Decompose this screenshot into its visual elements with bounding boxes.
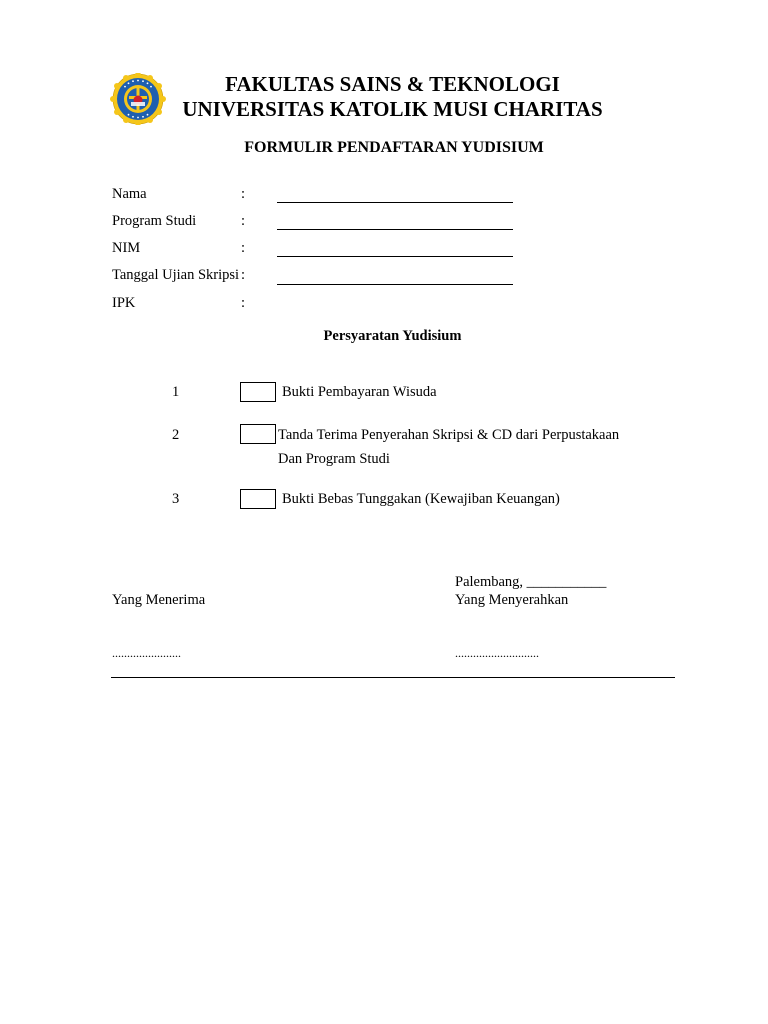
field-colon: :	[241, 267, 246, 283]
tanggal-ujian-input-line[interactable]	[277, 284, 513, 285]
submitter-label: Yang Menyerahkan	[455, 592, 569, 608]
requirement-text-2-line2: Dan Program Studi	[278, 451, 390, 467]
requirement-text-1: Bukti Pembayaran Wisuda	[282, 384, 437, 400]
university-seal-icon	[110, 73, 166, 125]
field-colon: :	[241, 240, 246, 256]
nim-input-line[interactable]	[277, 256, 513, 257]
submitter-signature-dots: ............................	[455, 646, 539, 660]
field-label-ipk: IPK	[112, 295, 136, 311]
field-colon: :	[241, 213, 246, 229]
field-label-program-studi: Program Studi	[112, 213, 197, 229]
requirement-number: 1	[172, 384, 180, 400]
requirements-title: Persyaratan Yudisium	[323, 328, 462, 344]
requirement-text-2: Tanda Terima Penyerahan Skripsi & CD dari Perpustakaan	[278, 427, 620, 443]
faculty-title: FAKULTAS SAINS & TEKNOLOGI	[225, 72, 560, 96]
nama-input-line[interactable]	[277, 202, 513, 203]
requirement-checkbox-1[interactable]	[240, 382, 276, 402]
requirement-number: 3	[172, 491, 180, 507]
field-label-nama: Nama	[112, 186, 147, 202]
requirement-checkbox-2[interactable]	[240, 424, 276, 444]
receiver-label: Yang Menerima	[112, 592, 206, 608]
university-title: UNIVERSITAS KATOLIK MUSI CHARITAS	[182, 97, 603, 121]
requirement-number: 2	[172, 427, 180, 443]
program-studi-input-line[interactable]	[277, 229, 513, 230]
receiver-signature-dots: .......................	[112, 646, 181, 660]
field-label-tanggal-ujian: Tanggal Ujian Skripsi	[112, 267, 240, 283]
requirement-checkbox-3[interactable]	[240, 489, 276, 509]
form-title: FORMULIR PENDAFTARAN YUDISIUM	[244, 139, 544, 156]
field-label-nim: NIM	[112, 240, 141, 256]
requirement-text-3: Bukti Bebas Tunggakan (Kewajiban Keuangan)	[282, 491, 560, 507]
place-date: Palembang, ___________	[455, 574, 607, 590]
bottom-divider	[111, 677, 675, 678]
field-colon: :	[241, 186, 246, 202]
field-colon: :	[241, 295, 246, 311]
